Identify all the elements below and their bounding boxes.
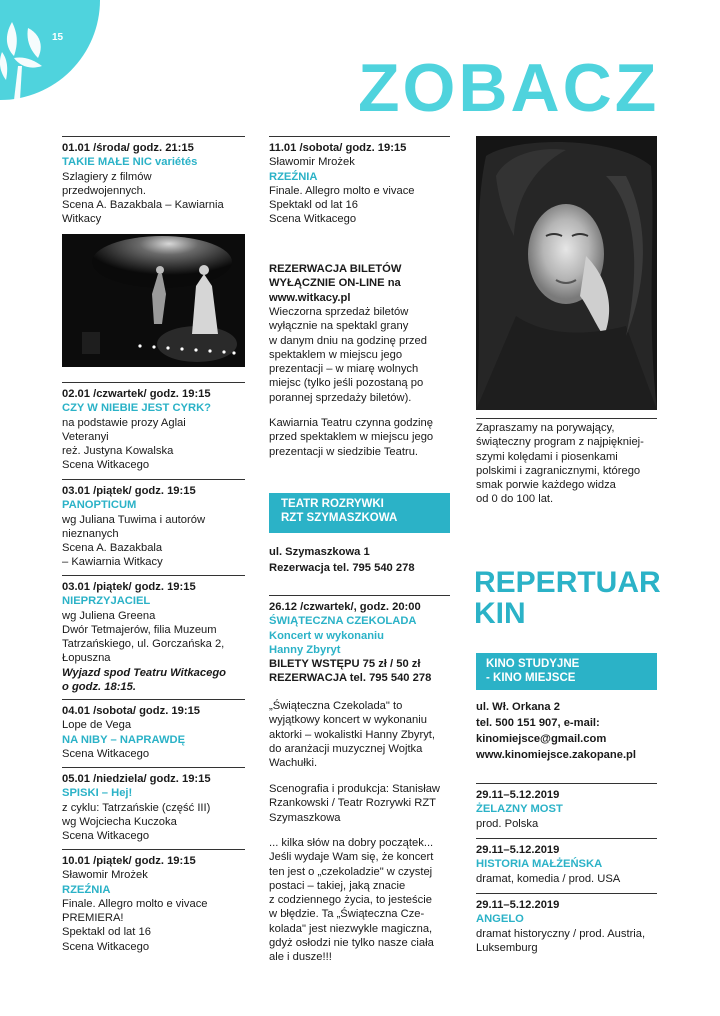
- info-line: Wieczorna sprzedaż biletów: [269, 306, 409, 318]
- event-title: RZEŹNIA: [269, 170, 318, 183]
- divider: [62, 382, 245, 383]
- event-line: z cyklu: Tatrzańskie (część III): [62, 801, 211, 814]
- divider: [62, 575, 245, 576]
- invite-line: smak porwie każdego widza: [476, 479, 616, 492]
- event-title: NA NIBY – NAPRAWDĘ: [62, 733, 186, 746]
- event-line: Scena Witkacego: [62, 940, 150, 953]
- concert-entry: [269, 600, 431, 686]
- contact-line: tel. 500 151 907, e-mail:: [476, 717, 600, 729]
- divider: [476, 418, 657, 419]
- banner-line: RZT SZYMASZKOWA: [281, 512, 398, 524]
- website-link[interactable]: www.kinomiejsce.zakopane.pl: [476, 749, 636, 761]
- concert-title: Hanny Zbyryt: [269, 643, 341, 656]
- ticket-line: BILETY WSTĘPU 75 zł / 50 zł: [269, 658, 421, 671]
- quote-line: z codziennego życia, to jesteście: [269, 894, 432, 907]
- event-note: Wyjazd spod Teatru Witkacego: [62, 666, 227, 679]
- corner-leaf-decoration: [0, 0, 100, 100]
- concert-date: 26.12 /czwartek/, godz. 20:00: [269, 601, 421, 613]
- event-line: PREMIERA!: [62, 912, 124, 925]
- invite-line: polskimi i zagranicznymi, którego: [476, 464, 641, 477]
- invite-line: od 0 do 100 lat.: [476, 493, 554, 506]
- divider: [269, 595, 450, 596]
- info-line: prezentacji – w miarę wolnych: [269, 363, 419, 376]
- divider: [62, 479, 245, 480]
- event-line: Spektakl od lat 16: [62, 926, 151, 939]
- event-line: nieznanych: [62, 527, 119, 540]
- event-line: wg Wojciecha Kuczoka: [62, 815, 177, 828]
- event-entry: [62, 704, 200, 761]
- event-title: SPISKI – Hej!: [62, 787, 133, 800]
- event-entry: [62, 387, 211, 473]
- event-date: 02.01 /czwartek/ godz. 19:15: [62, 388, 211, 400]
- event-line: Tatrzańskiego, ul. Gorczańska 2,: [62, 638, 225, 651]
- desc-line: do aranżacji muzycznej Wojtka: [269, 742, 423, 755]
- invite-line: świąteczny program z najpiękniej-: [476, 436, 644, 449]
- quote-line: ten jest o „czekoladzie" w czystej: [269, 865, 433, 878]
- event-line: wg Juliena Greena: [62, 609, 156, 622]
- event-line: Scena Witkacego: [62, 830, 150, 843]
- divider: [476, 893, 657, 894]
- event-line: Spektakl od lat 16: [269, 199, 358, 212]
- event-title: CZY W NIEBIE JEST CYRK?: [62, 402, 211, 415]
- address-line: ul. Szymaszkowa 1: [269, 546, 370, 558]
- film-details: prod. Polska: [476, 817, 539, 830]
- cafe-info: [269, 416, 433, 459]
- event-entry: [62, 580, 226, 694]
- page-number: 15: [52, 32, 64, 43]
- divider: [62, 699, 245, 700]
- film-dates: 29.11–5.12.2019: [476, 789, 560, 801]
- info-line: w danym dniu na godzinę przed: [269, 334, 427, 347]
- info-line: spektaklem w miejscu jego: [269, 348, 403, 361]
- concert-description: [269, 699, 435, 770]
- film-entry: [476, 898, 645, 955]
- stage-photo: [62, 234, 245, 367]
- event-line: Finale. Allegro molto e vivace: [269, 184, 415, 197]
- film-details: Luksemburg: [476, 941, 538, 954]
- event-line: Dwór Tetmajerów, filia Muzeum: [62, 623, 217, 636]
- ticket-line: REZERWACJA tel. 795 540 278: [269, 672, 432, 685]
- reservation-line: WYŁĄCZNIE ON-LINE na: [269, 277, 401, 290]
- event-author: Lope de Vega: [62, 719, 132, 732]
- event-line: Scena Witkacego: [62, 459, 150, 472]
- event-entry: [62, 854, 208, 954]
- info-line: przed spektaklem w miejscu jego: [269, 431, 434, 444]
- film-details: dramat, komedia / prod. USA: [476, 872, 621, 885]
- event-date: 03.01 /piątek/ godz. 19:15: [62, 581, 196, 593]
- event-line: Scena A. Bazakbala: [62, 542, 163, 555]
- event-title: TAKIE MAŁE NIC variétés: [62, 156, 198, 169]
- film-title: ŻELAZNY MOST: [476, 803, 563, 816]
- event-line: Scena Witkacego: [62, 747, 150, 760]
- event-line: Szlagiery z filmów: [62, 170, 152, 183]
- event-author: Sławomir Mrożek: [269, 156, 355, 169]
- banner-line: KINO STUDYJNE: [486, 658, 580, 670]
- event-note: o godz. 18:15.: [62, 681, 136, 694]
- event-entry: [62, 141, 224, 227]
- divider: [269, 136, 450, 137]
- email-link[interactable]: kinomiejsce@gmail.com: [476, 733, 607, 745]
- event-line: – Kawiarnia Witkacy: [62, 556, 163, 569]
- banner-line: TEATR ROZRYWKI: [281, 498, 384, 510]
- heading-line: KIN: [474, 597, 526, 630]
- reservation-line: www.witkacy.pl: [269, 291, 351, 304]
- event-date: 04.01 /sobota/ godz. 19:15: [62, 705, 201, 717]
- desc-line: aktorki – wokalistki Hanny Zbyryt,: [269, 728, 435, 741]
- event-date: 05.01 /niedziela/ godz. 19:15: [62, 773, 211, 785]
- divider: [62, 767, 245, 768]
- event-date: 01.01 /środa/ godz. 21:15: [62, 142, 194, 154]
- evening-sale-info: [269, 305, 427, 405]
- reservation-info: [269, 262, 401, 305]
- event-entry: [62, 484, 205, 570]
- film-title: HISTORIA MAŁŻEŃSKA: [476, 858, 603, 871]
- event-author: Sławomir Mrożek: [62, 869, 148, 882]
- info-line: wyłącznie na spektakl grany: [269, 320, 409, 333]
- event-date: 11.01 /sobota/ godz. 19:15: [269, 142, 407, 154]
- event-line: przedwojennych.: [62, 184, 146, 197]
- event-line: Scena A. Bazakbala – Kawiarnia: [62, 199, 224, 212]
- divider: [476, 783, 657, 784]
- credits-line: Szymaszkowa: [269, 811, 341, 824]
- quote-line: Jeśli wydaje Wam się, że koncert: [269, 851, 434, 864]
- film-dates: 29.11–5.12.2019: [476, 844, 560, 856]
- quote-line: gdyż osłodzi nie tylko nasze ciała: [269, 937, 434, 950]
- info-line: Kawiarnia Teatru czynna godzinę: [269, 417, 433, 429]
- desc-line: wyjątkowy koncert w wykonaniu: [269, 714, 427, 727]
- credits-line: Scenografia i produkcja: Stanisław: [269, 783, 441, 795]
- quote-line: kolada" jest niezwykle magiczna,: [269, 922, 433, 935]
- theatre-address: [269, 544, 415, 576]
- singer-portrait-photo: [476, 136, 657, 410]
- section-title: ZOBACZ: [358, 50, 660, 126]
- cinema-banner: [476, 653, 657, 690]
- contact-line: ul. Wł. Orkana 2: [476, 701, 560, 713]
- concert-quote: [269, 836, 434, 965]
- event-title: NIEPRZYJACIEL: [62, 595, 151, 608]
- quote-line: postaci – takiej, jaką znacie: [269, 879, 406, 892]
- event-entry: [269, 141, 415, 227]
- invite-line: szymi kolędami i piosenkami: [476, 450, 618, 463]
- event-line: reż. Justyna Kowalska: [62, 445, 174, 458]
- quote-line: w błędzie. Ta „Świąteczna Cze-: [269, 908, 425, 921]
- event-line: Scena Witkacego: [269, 213, 357, 226]
- event-line: wg Juliana Tuwima i autorów: [62, 513, 206, 526]
- film-title: ANGELO: [476, 913, 524, 926]
- event-title: PANOPTICUM: [62, 499, 137, 512]
- quote-line: ale i dusze!!!: [269, 951, 332, 964]
- event-entry: [62, 772, 211, 843]
- repertuar-heading: [474, 567, 661, 629]
- banner-line: - KINO MIEJSCE: [486, 672, 576, 684]
- theatre-banner: [269, 493, 450, 533]
- divider: [62, 136, 245, 137]
- cinema-contact: [476, 699, 636, 763]
- event-title: RZEŹNIA: [62, 883, 111, 896]
- concert-title: Koncert w wykonaniu: [269, 629, 384, 642]
- credits-line: Rzankowski / Teatr Rozrywki RZT: [269, 797, 437, 810]
- divider: [476, 838, 657, 839]
- concert-credits: [269, 782, 440, 825]
- heading-line: REPERTUAR: [474, 566, 661, 599]
- invite-text: [476, 421, 644, 507]
- divider: [62, 849, 245, 850]
- concert-title: ŚWIĄTECZNA CZEKOLADA: [269, 615, 417, 628]
- info-line: porannej sprzedaży biletów).: [269, 391, 412, 404]
- film-entry: [476, 843, 620, 886]
- film-dates: 29.11–5.12.2019: [476, 899, 560, 911]
- reservation-line: REZERWACJA BILETÓW: [269, 263, 402, 275]
- event-date: 10.01 /piątek/ godz. 19:15: [62, 855, 196, 867]
- desc-line: „Świąteczna Czekolada" to: [269, 700, 403, 712]
- film-details: dramat historyczny / prod. Austria,: [476, 927, 646, 940]
- film-entry: [476, 788, 563, 831]
- event-line: na podstawie prozy Aglai: [62, 416, 186, 429]
- event-line: Finale. Allegro molto e vivace: [62, 897, 208, 910]
- event-line: Veteranyi: [62, 430, 109, 443]
- desc-line: Wachułki.: [269, 757, 318, 770]
- invite-line: Zapraszamy na porywający,: [476, 422, 615, 434]
- quote-line: ... kilka słów na dobry początek...: [269, 837, 434, 849]
- event-date: 03.01 /piątek/ godz. 19:15: [62, 485, 196, 497]
- info-line: prezentacji w siedzibie Teatru.: [269, 445, 419, 458]
- event-line: Łopuszna: [62, 652, 111, 665]
- address-line: Rezerwacja tel. 795 540 278: [269, 562, 415, 574]
- info-line: miejsc (tylko jeśli pozostaną po: [269, 377, 424, 390]
- event-line: Witkacy: [62, 213, 102, 226]
